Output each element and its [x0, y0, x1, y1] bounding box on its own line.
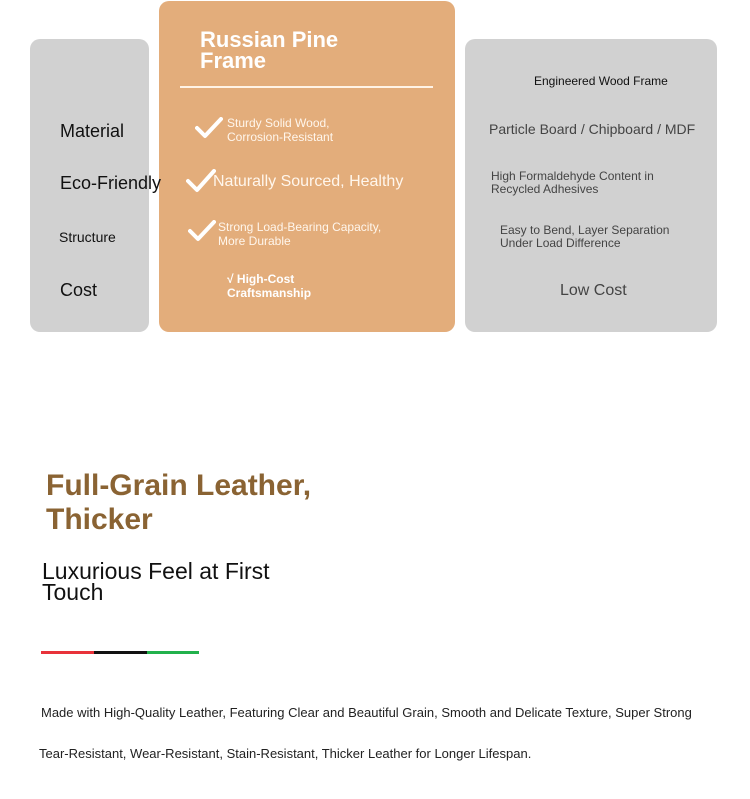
leather-description-line-1: Made with High-Quality Leather, Featuring Clear and Beautiful Grain, Smooth and Delicate Texture, Super Strong	[41, 705, 692, 720]
accent-bar-black	[94, 651, 147, 654]
row-label-structure: Structure	[59, 229, 116, 245]
alternative-material-text: Particle Board / Chipboard / MDF	[489, 121, 696, 137]
row-label-material: Material	[60, 121, 125, 141]
leather-section-subtitle: Luxurious Feel at First Touch	[42, 558, 270, 605]
accent-bar-green	[147, 651, 199, 654]
featured-eco-text: Naturally Sourced, Healthy	[213, 173, 404, 190]
featured-material-text: Sturdy Solid Wood, Corrosion-Resistant	[227, 116, 334, 144]
alternative-column-title: Engineered Wood Frame	[534, 74, 668, 88]
featured-cost-text: √ High-Cost Craftsmanship	[227, 272, 312, 300]
alternative-structure-text: Easy to Bend, Layer Separation Under Load Difference	[500, 223, 670, 250]
accent-bar-red	[41, 651, 94, 654]
featured-column-title: Russian Pine Frame	[200, 27, 339, 73]
check-icon	[195, 117, 223, 139]
alternative-eco-text: High Formaldehyde Content in Recycled Adhesives	[491, 169, 654, 196]
row-label-eco-friendly: Eco-Friendly	[60, 173, 162, 193]
alternative-cost-text: Low Cost	[560, 282, 627, 299]
leather-section-title: Full-Grain Leather, Thicker	[46, 469, 312, 536]
featured-structure-text: Strong Load-Bearing Capacity, More Durable	[218, 220, 382, 248]
row-label-cost: Cost	[60, 280, 98, 300]
leather-description-line-2: Tear-Resistant, Wear-Resistant, Stain-Resistant, Thicker Leather for Longer Lifespan.	[39, 746, 532, 761]
title-divider	[180, 86, 433, 88]
check-icon	[188, 220, 216, 242]
check-icon	[186, 169, 216, 193]
